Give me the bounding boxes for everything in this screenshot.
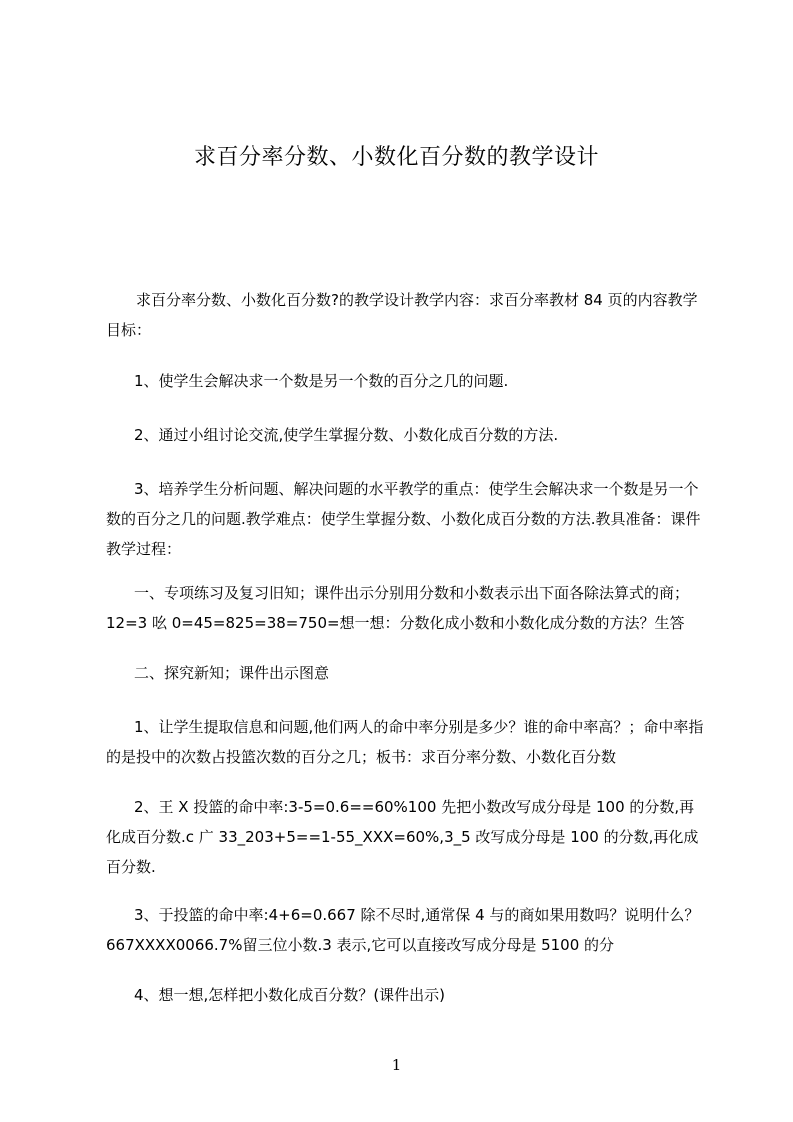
paragraph-step-4: 4、想一想,怎样把小数化成百分数？(课件出示) [134, 986, 446, 1004]
paragraph-goal-1: 1、使学生会解决求一个数是另一个数的百分之几的问题. [134, 372, 509, 390]
document-title: 求百分率分数、小数化百分数的教学设计 [193, 145, 599, 170]
paragraph-step-1: 1、让学生提取信息和问题,他们两人的命中率分别是多少？谁的命中率高？；命中率指的是投中的次数占投篮次数的百分之几；板书：求百分率分数、小数化百分数 [106, 718, 704, 766]
paragraph-intro: 求百分率分数、小数化百分数?的教学设计教学内容：求百分率教材 84 页的内容教学目标： [106, 291, 698, 339]
paragraph-goal-3: 3、培养学生分析问题、解决问题的水平教学的重点：使学生会解决求一个数是另一个数的百分之几的问题.教学难点：使学生掌握分数、小数化成百分数的方法.教具准备：课件教学过程： [106, 480, 701, 558]
paragraph-section-2: 二、探究新知；课件出示图意 [134, 664, 330, 682]
paragraph-section-1: 一、专项练习及复习旧知；课件出示分别用分数和小数表示出下面各除法算式的商；12=3 吆 0=45=825=38=750=想一想：分数化成小数和小数化成分数的方法？生答 [106, 584, 690, 632]
paragraph-step-2: 2、王 X 投篮的命中率:3-5=0.6==60%100 先把小数改写成分母是 100 的分数,再化成百分数.c 广 33_203+5==1-55_XXX=60%,3_5 改写成分母是 100 的分数,再化成百分数. [106, 798, 699, 876]
paragraph-goal-2: 2、通过小组讨论交流,使学生掌握分数、小数化成百分数的方法. [134, 426, 559, 444]
page-number: 1 [391, 1056, 402, 1074]
paragraph-step-3: 3、于投篮的命中率:4+6=0.667 除不尽时,通常保 4 与的商如果用数吗？说明什么？667XXXX0066.7%留三位小数.3 表示,它可以直接改写成分母是 5100 的分 [106, 906, 700, 954]
